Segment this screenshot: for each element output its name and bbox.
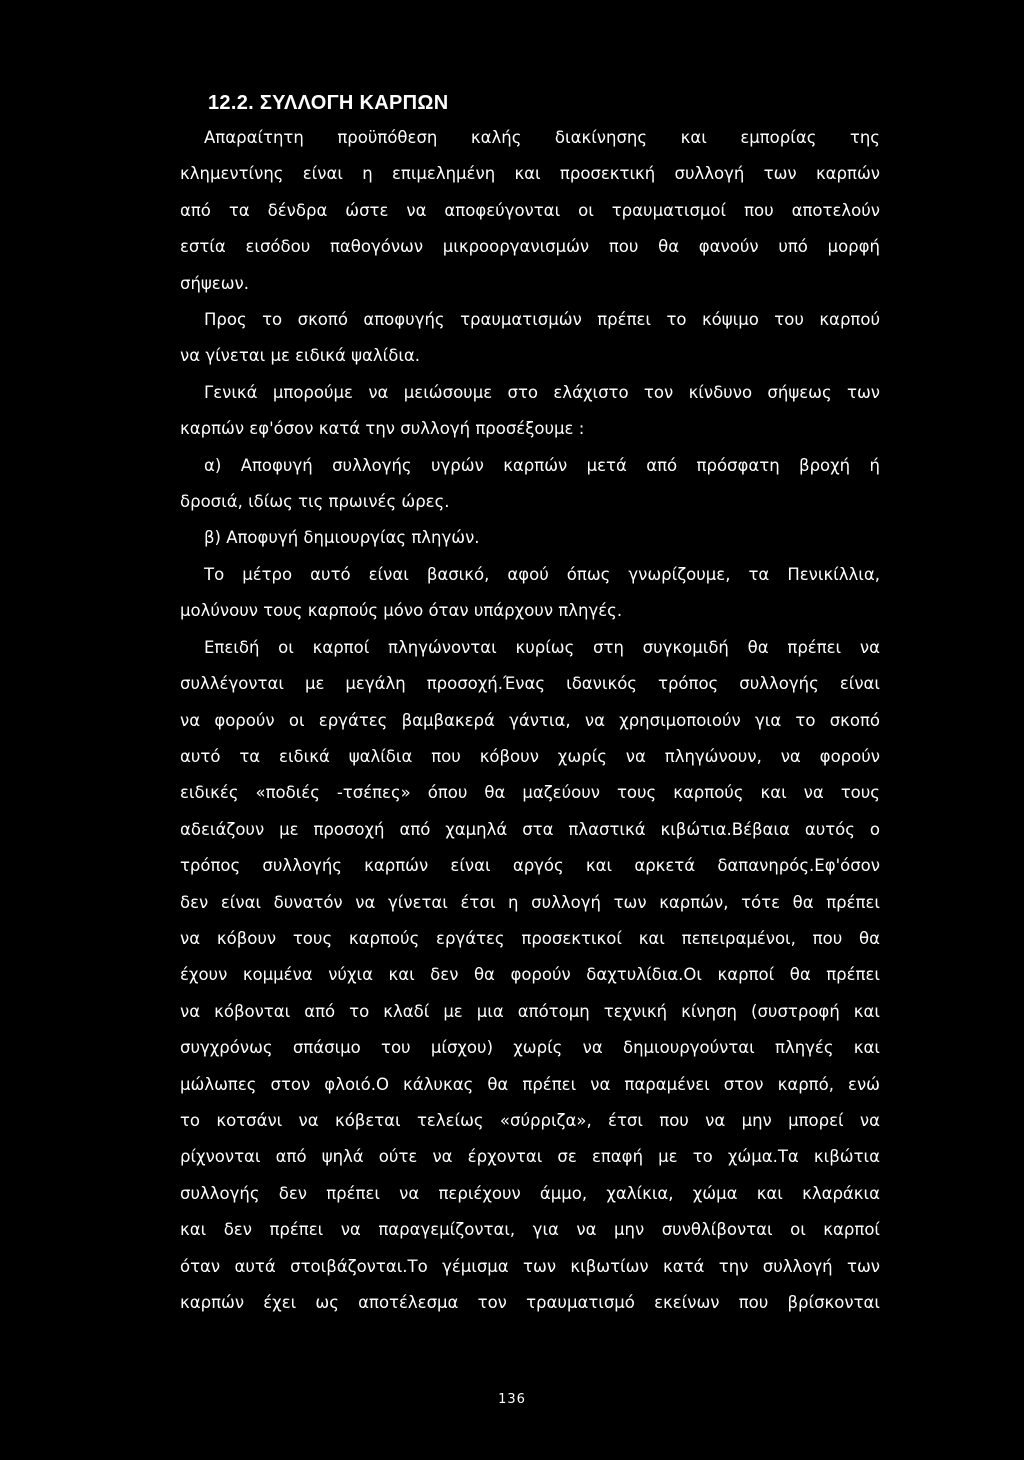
text-line: αυτό τα ειδικά ψαλίδια που κόβουν χωρίς να πληγώνουν, να φορούν — [180, 746, 880, 766]
text-line: Επειδή οι καρποί πληγώνονται κυρίως στη συγκομιδή θα πρέπει να — [204, 637, 880, 657]
text-line: συλλογής δεν πρέπει να περιέχουν άμμο, χαλίκια, χώμα και κλαράκια — [180, 1183, 880, 1203]
text-line: τρόπος συλλογής καρπών είναι αργός και αρκετά δαπανηρός.Εφ'όσον — [180, 856, 880, 876]
text-line: και δεν πρέπει να παραγεμίζονται, για να μην συνθλίβονται οι καρποί — [180, 1220, 880, 1240]
text-line: ειδικές «ποδιές -τσέπες» όπου θα μαζεύουν τους καρπούς και να τους — [180, 783, 880, 803]
text-line: μολύνουν τους καρπούς μόνο όταν υπάρχουν πληγές. — [180, 601, 623, 621]
text-line: συλλέγονται με μεγάλη προσοχή.Ένας ιδανικός τρόπος συλλογής είναι — [180, 674, 880, 694]
text-line: σήψεων. — [180, 273, 249, 293]
text-line: Προς το σκοπό αποφυγής τραυματισμών πρέπει το κόψιμο του καρπού — [204, 310, 880, 330]
body-text — [180, 120, 880, 1321]
section-heading: 12.2. ΣΥΛΛΟΓΗ ΚΑΡΠΩΝ — [208, 92, 449, 114]
text-line: να κόβουν τους καρπούς εργάτες προσεκτικοί και πεπειραμένοι, που θα — [180, 928, 880, 948]
text-line: από τα δένδρα ώστε να αποφεύγονται οι τραυματισμοί που αποτελούν — [180, 200, 880, 220]
text-line: α) Αποφυγή συλλογής υγρών καρπών μετά από πρόσφατη βροχή ή — [204, 455, 880, 475]
text-line: Απαραίτητη προϋπόθεση καλής διακίνησης και εμπορίας της — [204, 128, 880, 147]
text-line: Το μέτρο αυτό είναι βασικό, αφού όπως γνωρίζουμε, τα Πενικίλλια, — [204, 564, 880, 584]
text-line: να γίνεται με ειδικά ψαλίδια. — [180, 346, 421, 366]
text-line: το κοτσάνι να κόβεται τελείως «σύρριζα», έτσι που να μην μπορεί να — [180, 1110, 880, 1130]
text-line: όταν αυτά στοιβάζονται.Το γέμισμα των κιβωτίων κατά την συλλογή των — [180, 1256, 880, 1276]
text-line: Γενικά μπορούμε να μειώσουμε στο ελάχιστο τον κίνδυνο σήψεως των — [204, 382, 880, 402]
text-line: καρπών εφ'όσον κατά την συλλογή προσέξουμε : — [180, 419, 585, 439]
text-line: καρπών έχει ως αποτέλεσμα τον τραυματισμό εκείνων που βρίσκονται — [180, 1293, 880, 1312]
text-line: ρίχνονται από ψηλά ούτε να έρχονται σε επαφή με το χώμα.Τα κιβώτια — [180, 1147, 880, 1167]
text-line: μώλωπες στον φλοιό.Ο κάλυκας θα πρέπει να παραμένει στον καρπό, ενώ — [180, 1074, 880, 1094]
text-line: αδειάζουν με προσοχή από χαμηλά στα πλαστικά κιβώτια.Βέβαια αυτός ο — [180, 819, 880, 839]
text-line: να κόβονται από το κλαδί με μια απότομη τεχνική κίνηση (συστροφή και — [180, 1001, 880, 1021]
text-line: δροσιά, ιδίως τις πρωινές ώρες. — [180, 492, 450, 512]
text-line: εστία εισόδου παθογόνων μικροοργανισμών που θα φανούν υπό μορφή — [180, 237, 880, 257]
text-line: κλημεντίνης είναι η επιμελημένη και προσεκτική συλλογή των καρπών — [180, 164, 880, 184]
document-page — [180, 90, 880, 1321]
text-line: β) Αποφυγή δημιουργίας πληγών. — [204, 528, 480, 548]
text-line: συγχρόνως σπάσιμο του μίσχου) χωρίς να δημιουργούνται πληγές και — [180, 1038, 880, 1058]
page-number: 136 — [498, 1392, 526, 1407]
text-line: να φορούν οι εργάτες βαμβακερά γάντια, να χρησιμοποιούν για το σκοπό — [180, 710, 880, 730]
text-line: δεν είναι δυνατόν να γίνεται έτσι η συλλογή των καρπών, τότε θα πρέπει — [180, 892, 880, 912]
text-line: έχουν κομμένα νύχια και δεν θα φορούν δαχτυλίδια.Οι καρποί θα πρέπει — [180, 965, 880, 985]
